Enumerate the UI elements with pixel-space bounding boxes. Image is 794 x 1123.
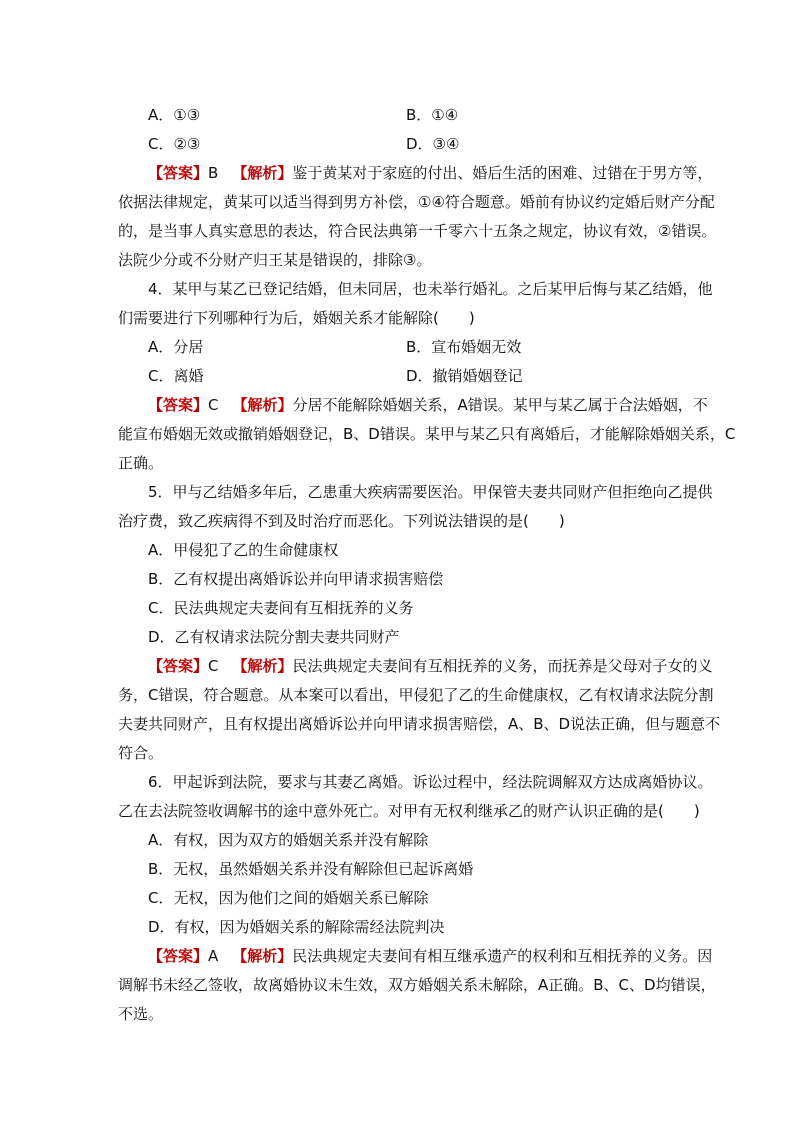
analysis-text: 分居不能解除婚姻关系，A错误。某甲与某乙属于合法婚姻，不 [292, 396, 708, 414]
q4-analysis-line-3: 正确。 [118, 454, 164, 472]
q5-analysis-line-2: 务，C错误，符合题意。从本案可以看出，甲侵犯了乙的生命健康权，乙有权请求法院分割 [118, 686, 714, 704]
q3-options-row-1 [118, 101, 688, 130]
q6-stem-line-1: 6．甲起诉到法院，要求与其妻乙离婚。诉讼过程中，经法院调解双方达成离婚协议。 [148, 773, 713, 791]
q4-options-row-1 [118, 333, 688, 362]
q3-option-b: B．①④ [406, 106, 459, 124]
q5-analysis-line-4: 符合。 [118, 744, 164, 762]
q3-option-a: A．①③ [148, 106, 201, 124]
q5-option-a: A．甲侵犯了乙的生命健康权 [148, 541, 339, 559]
analysis-text: 民法典规定夫妻间有相互继承遗产的权利和互相抚养的义务。因 [292, 947, 713, 965]
q4-stem-line-1: 4．某甲与某乙已登记结婚，但未同居，也未举行婚礼。之后某甲后悔与某乙结婚，他 [148, 280, 713, 298]
q5-option-c: C．民法典规定夫妻间有互相抚养的义务 [148, 599, 414, 617]
q5-option-b: B．乙有权提出离婚诉讼并向甲请求损害赔偿 [148, 570, 444, 588]
document-page [118, 101, 736, 1029]
answer-value: B [208, 164, 219, 182]
q4-analysis-line-2: 能宣布婚姻无效或撤销婚姻登记，B、D错误。某甲与某乙只有离婚后，才能解除婚姻关系，C [118, 425, 736, 443]
answer-value: C [208, 396, 219, 414]
q4-options-row-2 [118, 362, 688, 391]
q5-option-d: D．乙有权请求法院分割夫妻共同财产 [148, 628, 400, 646]
q3-analysis-line-4: 法院少分或不分财产归王某是错误的，排除③。 [118, 251, 432, 269]
q3-options-row-2 [118, 130, 688, 159]
q6-option-c: C．无权，因为他们之间的婚姻关系已解除 [148, 889, 429, 907]
q5-analysis-line-3: 夫妻共同财产，且有权提出离婚诉讼并向甲请求损害赔偿，A、B、D说法正确，但与题意不 [118, 715, 721, 733]
q6-answer-line [118, 942, 713, 971]
q4-answer-line [118, 391, 708, 420]
q3-option-d: D．③④ [406, 135, 460, 153]
q3-analysis-line-3: 的，是当事人真实意思的表达，符合民法典第一千零六十五条之规定，协议有效，②错误。 [118, 222, 717, 240]
q4-option-c: C．离婚 [148, 367, 204, 385]
answer-value: C [208, 657, 219, 675]
q3-option-c: C．②③ [148, 135, 201, 153]
q4-stem-line-2: 们需要进行下列哪种行为后，婚姻关系才能解除( ) [118, 309, 475, 327]
q6-option-b: B．无权，虽然婚姻关系并没有解除但已起诉离婚 [148, 860, 474, 878]
analysis-tag: 【解析】 [232, 396, 293, 414]
q5-stem-line-2: 治疗费，致乙疾病得不到及时治疗而恶化。下列说法错误的是( ) [118, 512, 565, 530]
answer-value: A [208, 947, 219, 965]
q6-analysis-line-2: 调解书未经乙签收，故离婚协议未生效，双方婚姻关系未解除，A正确。B、C、D均错误， [118, 976, 716, 994]
answer-tag: 【答案】 [148, 396, 209, 414]
analysis-text: 鉴于黄某对于家庭的付出、婚后生活的困难、过错在于男方等， [292, 164, 713, 182]
analysis-tag: 【解析】 [232, 164, 293, 182]
q5-stem-line-1: 5．甲与乙结婚多年后，乙患重大疾病需要医治。甲保管夫妻共同财产但拒绝向乙提供 [148, 483, 713, 501]
analysis-tag: 【解析】 [232, 947, 293, 965]
q6-stem-line-2: 乙在去法院签收调解书的途中意外死亡。对甲有无权利继承乙的财产认识正确的是( ) [118, 802, 700, 820]
q4-option-a: A．分居 [148, 338, 204, 356]
q3-answer-line [118, 159, 713, 188]
q4-option-b: B．宣布婚姻无效 [406, 338, 522, 356]
q6-option-d: D．有权，因为婚姻关系的解除需经法院判决 [148, 918, 445, 936]
answer-tag: 【答案】 [148, 164, 209, 182]
q3-analysis-line-2: 依据法律规定，黄某可以适当得到男方补偿，①④符合题意。婚前有协议约定婚后财产分配 [118, 193, 715, 211]
analysis-tag: 【解析】 [232, 657, 293, 675]
q4-option-d: D．撤销婚姻登记 [406, 367, 523, 385]
analysis-text: 民法典规定夫妻间有互相抚养的义务，而抚养是父母对子女的义 [292, 657, 713, 675]
answer-tag: 【答案】 [148, 947, 209, 965]
q6-option-a: A．有权，因为双方的婚姻关系并没有解除 [148, 831, 429, 849]
answer-tag: 【答案】 [148, 657, 209, 675]
q6-analysis-line-3: 不选。 [118, 1005, 164, 1023]
q5-answer-line [118, 652, 713, 681]
